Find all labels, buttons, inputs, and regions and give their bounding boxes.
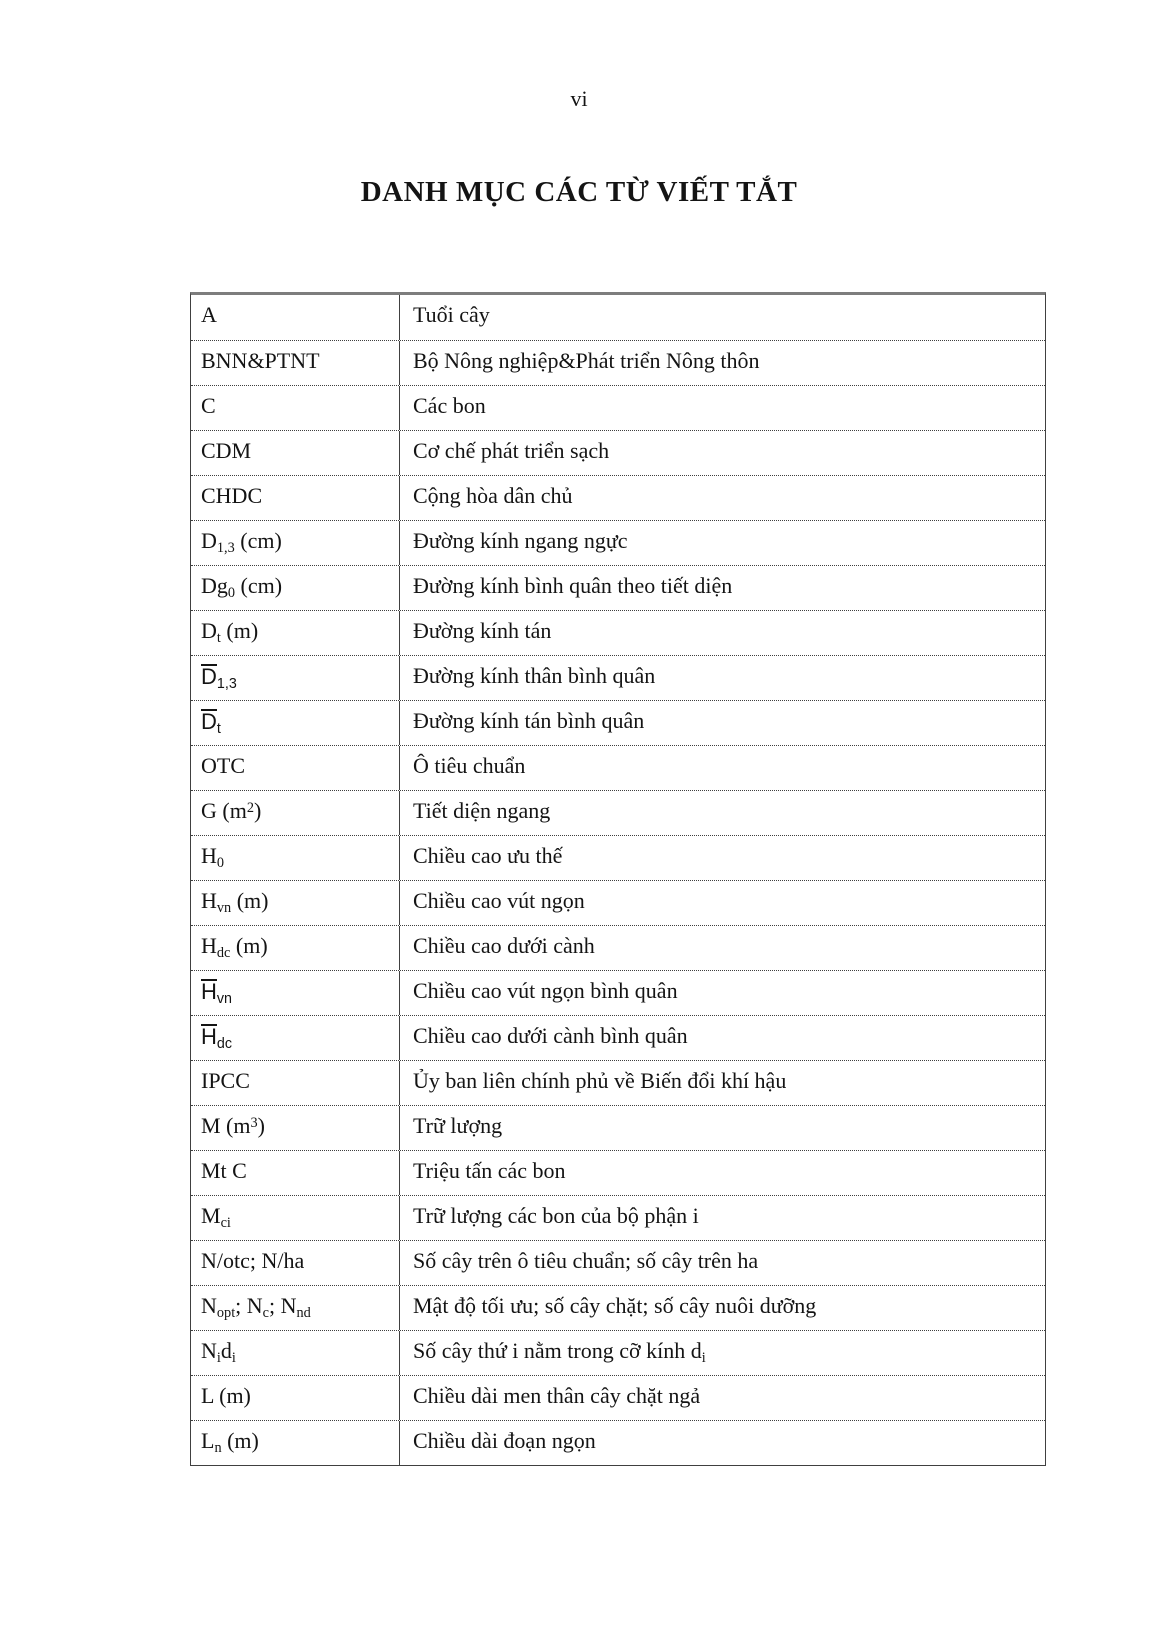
- text-segment: Mt C: [201, 1158, 247, 1183]
- abbr-segment-over: H: [201, 979, 217, 1004]
- table-row: [191, 1240, 1045, 1285]
- abbreviation-cell: [191, 1196, 399, 1240]
- meaning-cell: [399, 476, 1045, 520]
- text-segment: CHDC: [201, 483, 263, 508]
- abbreviation-cell: [191, 1061, 399, 1105]
- text-segment: Triệu tấn các bon: [413, 1158, 566, 1183]
- abbreviation-cell: [191, 1376, 399, 1420]
- table-row: [191, 835, 1045, 880]
- text-segment: (m): [231, 888, 269, 913]
- text-segment: Mật độ tối ưu; số cây chặt; số cây nuôi dưỡng: [413, 1293, 817, 1318]
- text-segment: Chiều dài đoạn ngọn: [413, 1428, 596, 1453]
- table-row: [191, 1060, 1045, 1105]
- table-row: [191, 1330, 1045, 1375]
- text-segment: ): [257, 1113, 265, 1138]
- abbr-segment-sub: 0: [227, 585, 236, 602]
- text-segment: Dg: [201, 573, 228, 598]
- table-row: [191, 880, 1045, 925]
- abbreviation-cell: [191, 971, 399, 1015]
- abbr-segment-sub: n: [214, 1440, 222, 1457]
- abbreviation-cell: [191, 386, 399, 430]
- abbreviation-cell: [191, 791, 399, 835]
- table-row: [191, 1285, 1045, 1330]
- abbreviation-cell: [191, 431, 399, 475]
- meaning-cell: [399, 295, 1045, 340]
- meaning-cell: [399, 341, 1045, 385]
- abbreviation-cell: [191, 1331, 399, 1375]
- text-segment: L (m): [201, 1383, 251, 1408]
- abbr-segment-over: D: [201, 709, 217, 734]
- text-segment: H: [201, 843, 217, 868]
- meaning-cell: [399, 656, 1045, 700]
- text-segment: Các bon: [413, 393, 486, 418]
- abbreviation-cell: [191, 926, 399, 970]
- meaning-cell: [399, 1151, 1045, 1195]
- table-row: [191, 655, 1045, 700]
- abbreviation-cell: [191, 1421, 399, 1465]
- table-row: [191, 790, 1045, 835]
- table-row: [191, 1420, 1045, 1465]
- text-segment: Chiều cao vút ngọn: [413, 888, 585, 913]
- text-segment: D: [201, 528, 217, 553]
- table-row: [191, 1105, 1045, 1150]
- meaning-cell: [399, 611, 1045, 655]
- abbr-segment-over: D: [201, 664, 217, 689]
- abbr-segment-sub: t: [216, 721, 221, 738]
- abbr-segment-sub: ci: [220, 1215, 231, 1232]
- text-segment: Cộng hòa dân chủ: [413, 483, 573, 508]
- table-row: [191, 1195, 1045, 1240]
- abbreviations-table: [190, 292, 1046, 1466]
- table-row: [191, 1015, 1045, 1060]
- text-segment: C: [201, 393, 216, 418]
- meaning-cell: [399, 1106, 1045, 1150]
- abbr-segment-sub: vn: [216, 991, 232, 1008]
- meaning-cell: [399, 971, 1045, 1015]
- meaning-cell: [399, 1331, 1045, 1375]
- meaning-cell: [399, 836, 1045, 880]
- text-segment: A: [201, 302, 217, 327]
- text-segment: D: [201, 618, 217, 643]
- abbr-segment-sub: 1,3: [216, 540, 235, 557]
- text-segment: Đường kính ngang ngực: [413, 528, 628, 553]
- text-segment: IPCC: [201, 1068, 250, 1093]
- table-row: [191, 610, 1045, 655]
- page-number: vi: [570, 86, 588, 111]
- abbreviation-cell: [191, 1016, 399, 1060]
- abbr-segment-sub: i: [701, 1350, 706, 1367]
- meaning-cell: [399, 1016, 1045, 1060]
- abbreviation-cell: [191, 1151, 399, 1195]
- table-row: [191, 520, 1045, 565]
- text-segment: Chiều dài men thân cây chặt ngả: [413, 1383, 701, 1408]
- abbreviation-cell: [191, 836, 399, 880]
- meaning-cell: [399, 926, 1045, 970]
- table-row: [191, 700, 1045, 745]
- text-segment: Đường kính tán: [413, 618, 552, 643]
- text-segment: Bộ Nông nghiệp&Phát triển Nông thôn: [413, 348, 760, 373]
- meaning-cell: [399, 1061, 1045, 1105]
- text-segment: OTC: [201, 753, 245, 778]
- table-row: [191, 970, 1045, 1015]
- text-segment: Cơ chế phát triển sạch: [413, 438, 610, 463]
- meaning-cell: [399, 1286, 1045, 1330]
- text-segment: Tiết diện ngang: [413, 798, 551, 823]
- abbreviation-cell: [191, 881, 399, 925]
- text-segment: d: [220, 1338, 232, 1363]
- text-segment: (cm): [234, 528, 282, 553]
- abbr-segment-sub: i: [216, 1350, 221, 1367]
- table-row: [191, 385, 1045, 430]
- text-segment: (m): [221, 1428, 259, 1453]
- text-segment: Đường kính bình quân theo tiết diện: [413, 573, 733, 598]
- text-segment: Chiều cao dưới cành: [413, 933, 595, 958]
- abbr-segment-sub: i: [231, 1350, 236, 1367]
- abbr-segment-sub: t: [216, 630, 221, 647]
- abbreviation-cell: [191, 1106, 399, 1150]
- table-row: [191, 745, 1045, 790]
- text-segment: ): [253, 798, 262, 823]
- meaning-cell: [399, 1376, 1045, 1420]
- meaning-cell: [399, 791, 1045, 835]
- abbr-segment-sup: 3: [250, 1114, 258, 1131]
- text-segment: Số cây trên ô tiêu chuẩn; số cây trên ha: [413, 1248, 759, 1273]
- text-segment: CDM: [201, 438, 252, 463]
- table-row: [191, 1375, 1045, 1420]
- meaning-cell: [399, 1196, 1045, 1240]
- text-segment: Đường kính thân bình quân: [413, 663, 656, 688]
- abbreviation-cell: [191, 566, 399, 610]
- table-row: [191, 1150, 1045, 1195]
- meaning-cell: [399, 1241, 1045, 1285]
- text-segment: N: [201, 1293, 217, 1318]
- text-segment: ; N: [235, 1293, 263, 1318]
- meaning-cell: [399, 566, 1045, 610]
- meaning-cell: [399, 386, 1045, 430]
- meaning-cell: [399, 881, 1045, 925]
- text-segment: H: [201, 933, 217, 958]
- text-segment: N/otc; N/ha: [201, 1248, 305, 1273]
- abbreviation-cell: [191, 611, 399, 655]
- abbreviation-cell: [191, 701, 399, 745]
- abbr-segment-over: H: [201, 1024, 217, 1049]
- abbr-segment-sub: dc: [216, 1036, 232, 1053]
- text-segment: Chiều cao dưới cành bình quân: [413, 1023, 688, 1048]
- text-segment: Ô tiêu chuẩn: [413, 753, 526, 778]
- text-segment: ; N: [269, 1293, 297, 1318]
- text-segment: Trữ lượng: [413, 1113, 503, 1138]
- text-segment: H: [201, 888, 217, 913]
- text-segment: Chiều cao vút ngọn bình quân: [413, 978, 678, 1003]
- abbreviation-cell: [191, 295, 399, 340]
- text-segment: (m): [220, 618, 259, 643]
- abbr-segment-sub: nd: [296, 1305, 311, 1322]
- text-segment: Chiều cao ưu thế: [413, 843, 563, 868]
- meaning-cell: [399, 431, 1045, 475]
- abbr-segment-sub: c: [262, 1305, 270, 1322]
- text-segment: Số cây thứ i nằm trong cỡ kính d: [413, 1338, 702, 1363]
- text-segment: (m): [230, 933, 268, 958]
- abbr-segment-sub: 0: [216, 855, 225, 872]
- abbr-segment-sub: vn: [216, 900, 232, 917]
- meaning-cell: [399, 746, 1045, 790]
- table-row: [191, 340, 1045, 385]
- abbreviation-cell: [191, 521, 399, 565]
- meaning-cell: [399, 521, 1045, 565]
- abbr-segment-sub: dc: [216, 945, 231, 962]
- abbr-segment-sup: 2: [246, 799, 254, 816]
- abbr-segment-sub: 1,3: [216, 676, 237, 693]
- table-row: [191, 565, 1045, 610]
- text-segment: G (m: [201, 798, 247, 823]
- text-segment: BNN&PTNT: [201, 348, 320, 373]
- table-row: [191, 925, 1045, 970]
- text-segment: Tuổi cây: [413, 302, 490, 327]
- text-segment: N: [201, 1338, 217, 1363]
- meaning-cell: [399, 701, 1045, 745]
- abbreviation-cell: [191, 746, 399, 790]
- text-segment: Đường kính tán bình quân: [413, 708, 645, 733]
- abbreviation-cell: [191, 341, 399, 385]
- abbreviation-cell: [191, 476, 399, 520]
- meaning-cell: [399, 1421, 1045, 1465]
- text-segment: (cm): [235, 573, 283, 598]
- text-segment: Trữ lượng các bon của bộ phận i: [413, 1203, 699, 1228]
- table-row: [191, 295, 1045, 340]
- text-segment: L: [201, 1428, 215, 1453]
- text-segment: M: [201, 1203, 221, 1228]
- abbreviation-cell: [191, 1286, 399, 1330]
- abbreviation-cell: [191, 1241, 399, 1285]
- table-row: [191, 430, 1045, 475]
- abbreviation-cell: [191, 656, 399, 700]
- abbr-segment-sub: opt: [216, 1305, 236, 1322]
- text-segment: Ủy ban liên chính phủ về Biến đổi khí hậu: [413, 1068, 787, 1093]
- text-segment: M (m: [201, 1113, 251, 1138]
- table-row: [191, 475, 1045, 520]
- page-title: DANH MỤC CÁC TỪ VIẾT TẮT: [360, 176, 798, 208]
